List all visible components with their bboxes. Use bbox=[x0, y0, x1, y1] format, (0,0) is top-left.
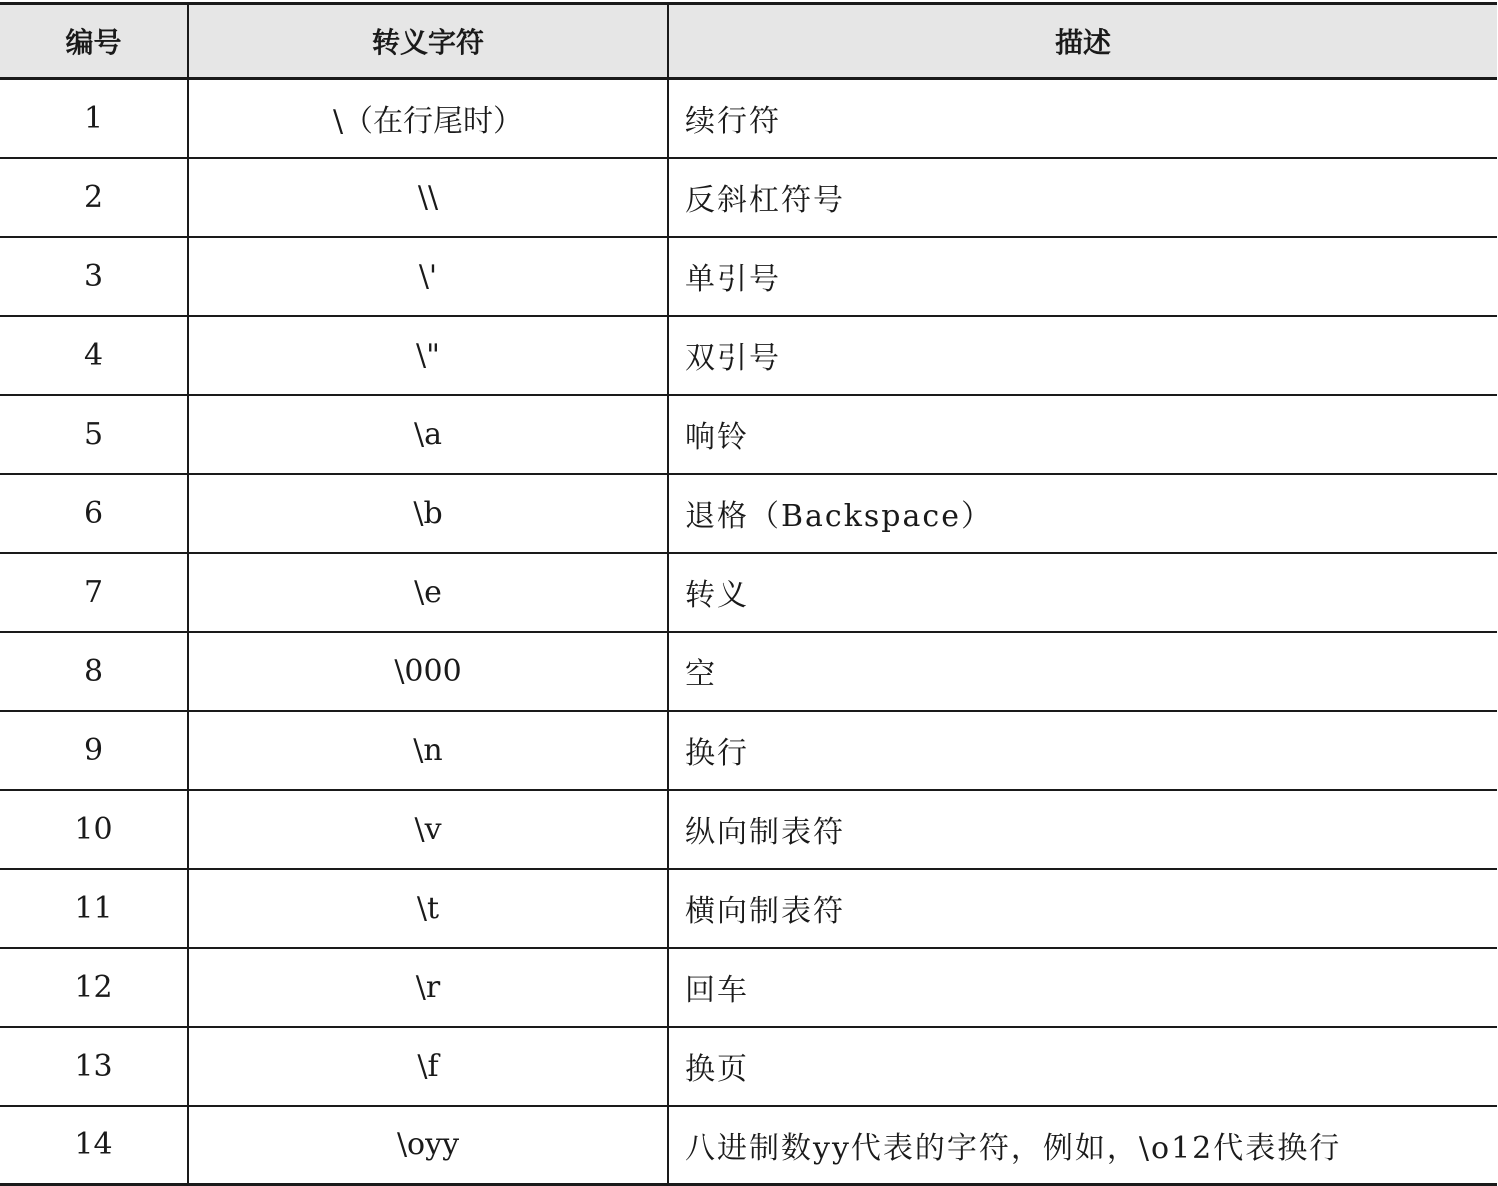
row-number: 9 bbox=[0, 711, 188, 790]
table-row bbox=[0, 474, 1497, 553]
table-row bbox=[0, 237, 1497, 316]
table-row bbox=[0, 553, 1497, 632]
row-number: 6 bbox=[0, 474, 188, 553]
row-description: 换页 bbox=[668, 1027, 1497, 1106]
row-number: 13 bbox=[0, 1027, 188, 1106]
row-escape-character: \\ bbox=[188, 158, 668, 237]
row-number: 10 bbox=[0, 790, 188, 869]
row-description: 反斜杠符号 bbox=[668, 158, 1497, 237]
row-description: 双引号 bbox=[668, 316, 1497, 395]
row-number: 1 bbox=[0, 79, 188, 158]
row-description: 续行符 bbox=[668, 79, 1497, 158]
row-escape-character: \t bbox=[188, 869, 668, 948]
table-row bbox=[0, 869, 1497, 948]
row-number: 5 bbox=[0, 395, 188, 474]
table-header bbox=[0, 4, 1497, 79]
row-description: 退格（Backspace） bbox=[668, 474, 1497, 553]
row-description: 转义 bbox=[668, 553, 1497, 632]
row-number: 3 bbox=[0, 237, 188, 316]
table-row bbox=[0, 711, 1497, 790]
row-description: 空 bbox=[668, 632, 1497, 711]
row-description: 纵向制表符 bbox=[668, 790, 1497, 869]
row-escape-character: \" bbox=[188, 316, 668, 395]
row-description: 单引号 bbox=[668, 237, 1497, 316]
row-escape-character: \b bbox=[188, 474, 668, 553]
table-row bbox=[0, 790, 1497, 869]
table-row bbox=[0, 632, 1497, 711]
table-row bbox=[0, 1106, 1497, 1185]
table-row bbox=[0, 948, 1497, 1027]
row-number: 2 bbox=[0, 158, 188, 237]
row-number: 11 bbox=[0, 869, 188, 948]
row-description: 横向制表符 bbox=[668, 869, 1497, 948]
table-row bbox=[0, 79, 1497, 158]
table-row bbox=[0, 316, 1497, 395]
row-description: 响铃 bbox=[668, 395, 1497, 474]
row-escape-character: \r bbox=[188, 948, 668, 1027]
row-escape-character: \' bbox=[188, 237, 668, 316]
row-number: 4 bbox=[0, 316, 188, 395]
row-escape-character: \e bbox=[188, 553, 668, 632]
row-escape-character: \000 bbox=[188, 632, 668, 711]
table-row bbox=[0, 395, 1497, 474]
escape-character-table bbox=[0, 2, 1497, 1186]
row-escape-character: \v bbox=[188, 790, 668, 869]
row-number: 12 bbox=[0, 948, 188, 1027]
row-escape-character: \（在行尾时） bbox=[188, 79, 668, 158]
table-body bbox=[0, 79, 1497, 1185]
table-row bbox=[0, 1027, 1497, 1106]
header-number: 编号 bbox=[0, 4, 188, 79]
row-description: 八进制数yy代表的字符，例如，\o12代表换行 bbox=[668, 1106, 1497, 1185]
row-number: 7 bbox=[0, 553, 188, 632]
row-number: 8 bbox=[0, 632, 188, 711]
header-description: 描述 bbox=[668, 4, 1497, 79]
row-escape-character: \f bbox=[188, 1027, 668, 1106]
row-escape-character: \n bbox=[188, 711, 668, 790]
row-escape-character: \oyy bbox=[188, 1106, 668, 1185]
row-description: 换行 bbox=[668, 711, 1497, 790]
header-row bbox=[0, 4, 1497, 79]
row-escape-character: \a bbox=[188, 395, 668, 474]
table-row bbox=[0, 158, 1497, 237]
row-description: 回车 bbox=[668, 948, 1497, 1027]
header-escape-character: 转义字符 bbox=[188, 4, 668, 79]
row-number: 14 bbox=[0, 1106, 188, 1185]
